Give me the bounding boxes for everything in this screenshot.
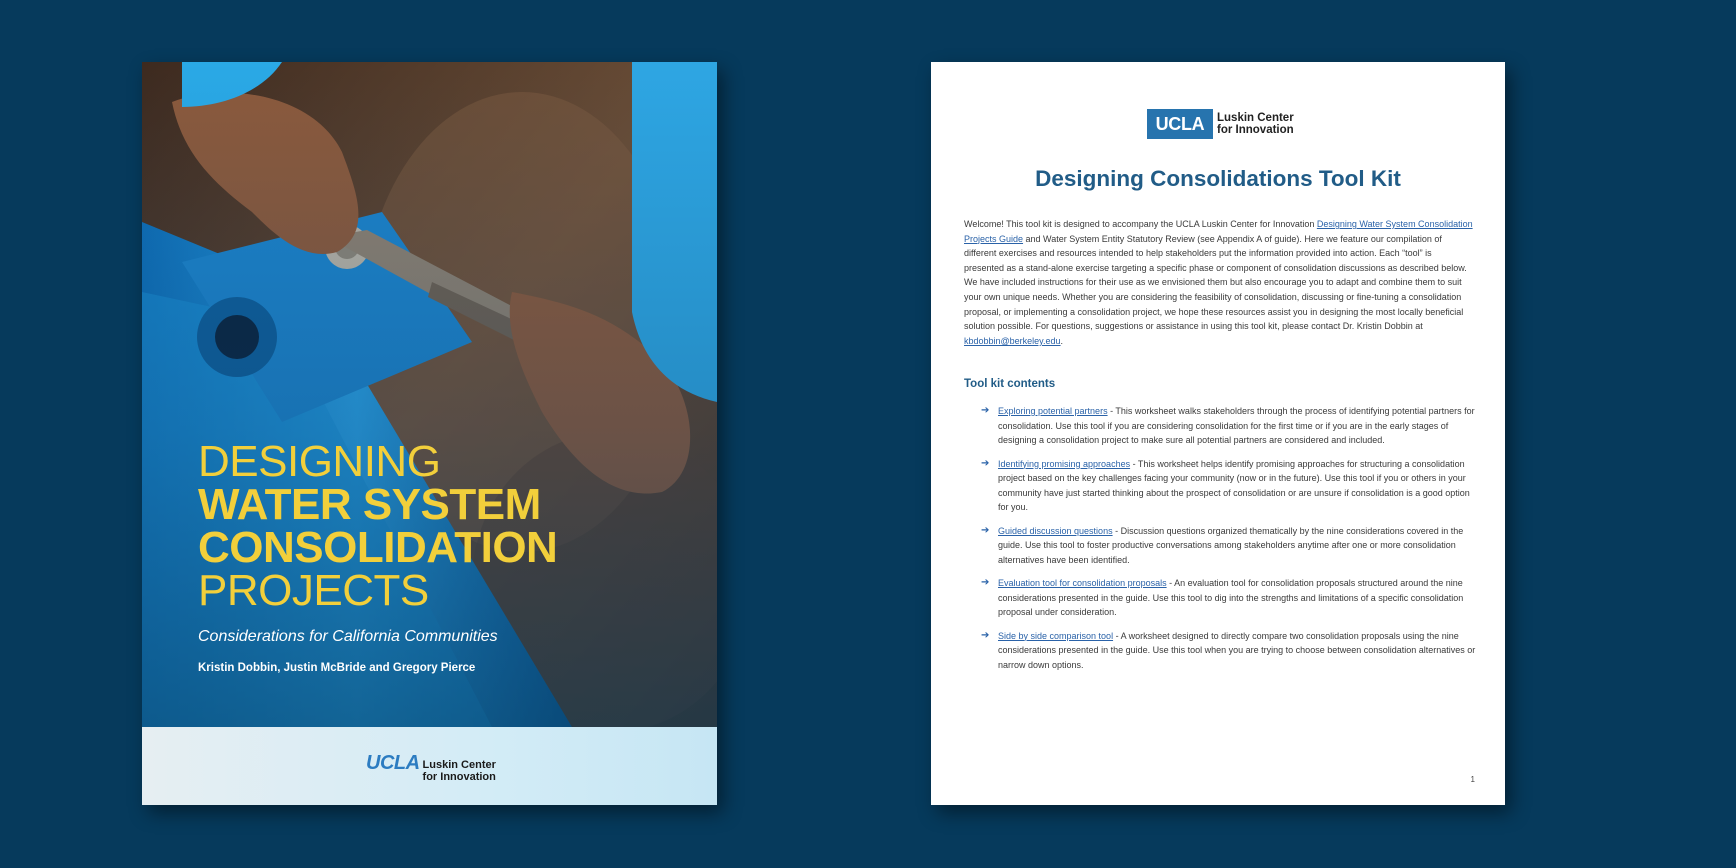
page-logo-ucla-box: UCLA [1147, 109, 1213, 139]
tool-item [981, 629, 1476, 673]
tool-link-evaluation-tool[interactable]: Evaluation tool for consolidation proposals [998, 578, 1167, 588]
page-number: 1 [1470, 775, 1475, 784]
cover-logo-center-text [423, 759, 496, 783]
intro-paragraph [964, 217, 1474, 348]
cover-title-line4: PROJECTS [198, 566, 429, 615]
tool-description: - This worksheet walks stakeholders through the process of identifying potential partners for consolidation. Use this tool if you are considering consolidation for the first time or if you are in the early stages of designing a consolidation project to make sure all potential partners are considered and included. [998, 406, 1475, 445]
arrow-right-icon: ➔ [981, 524, 990, 536]
tool-description: - An evaluation tool for consolidation proposals structured around the nine considerations presented in the guide. Use this tool to dig into the strengths and limitations of a specific consolidation proposal under consideration. [998, 578, 1464, 617]
intro-text-1: Welcome! This tool kit is designed to accompany the UCLA Luskin Center for Innovation [964, 219, 1317, 229]
arrow-right-icon: ➔ [981, 457, 990, 469]
guide-link[interactable]: Designing Water System Consolidation Projects Guide [964, 219, 1473, 244]
page-title: Designing Consolidations Tool Kit [1035, 166, 1401, 191]
tool-description: - This worksheet helps identify promising approaches for structuring a consolidation project based on the key challenges facing your community (now or in the future). Use this tool if you or others in your community have just started thinking about the prospect of consolidation or are unsure if consolidation is a good option for you. [998, 458, 1470, 512]
report-cover [142, 62, 717, 805]
page-logo-line1: Luskin Center [1217, 112, 1294, 124]
arrow-right-icon: ➔ [981, 577, 990, 588]
tool-link-identifying-approaches[interactable]: Identifying promising approaches [998, 458, 1131, 469]
cover-title-line3: CONSOLIDATION [198, 523, 558, 572]
contents-heading: Tool kit contents [964, 378, 1056, 390]
cover-logo-ucla-text: UCLA [366, 752, 420, 774]
tool-description: - A worksheet designed to directly compare two consolidation proposals using the nine considerations presented in the guide. Use this tool when you are trying to choose between consolidation alternatives or narrow down options. [998, 630, 1476, 670]
tool-link-comparison-tool[interactable]: Side by side comparison tool [998, 630, 1114, 641]
tool-link-discussion-questions[interactable]: Guided discussion questions [998, 525, 1113, 536]
tool-item [981, 457, 1476, 515]
tool-item [981, 576, 1476, 620]
cover-title-line2: WATER SYSTEM [198, 480, 541, 529]
page-ucla-logo [1147, 109, 1294, 139]
cover-ucla-logo [366, 752, 496, 783]
tool-item [981, 524, 1476, 568]
cover-authors: Kristin Dobbin, Justin McBride and Gregory Pierce [198, 662, 476, 674]
cover-logo-line1: Luskin Center [422, 759, 496, 771]
tool-list [981, 404, 1476, 681]
cover-subtitle: Considerations for California Communities [198, 628, 498, 645]
arrow-right-icon: ➔ [981, 405, 990, 416]
intro-text-2: and Water System Entity Statutory Review (see Appendix A of guide). Here we feature our compilation of different exercises and resources intended to help stakeholders put the information provided into action. Each “tool” is presented as a stand-alone exercise targeting a specific phase or component of consolidation discussions as described below. We have included instructions for their use as we envisioned them but also encourage you to adapt and combine them to suit your own unique needs. Whether you are considering the feasibility of consolidation, discussing or fine-tuning a consolidation proposal, or implementing a consolidation project, we hope these resources assist you in designing the most locally beneficial solution possible. For questions, suggestions or assistance in using this tool kit, please contact Dr. Kristin Dobbin at [964, 233, 1467, 332]
arrow-right-icon: ➔ [981, 629, 990, 641]
tool-link-exploring-partners[interactable]: Exploring potential partners [998, 406, 1108, 416]
email-link[interactable]: kbdobbin@berkeley.edu [964, 335, 1061, 346]
tool-description: - Discussion questions organized thematically by the nine considerations covered in the guide. Use this tool to foster productive conversations among stakeholders anytime after one or more consolidation alternatives have been identified. [998, 525, 1464, 565]
tool-item [981, 404, 1476, 448]
cover-logo-line2: for Innovation [422, 771, 496, 783]
cover-title [198, 437, 708, 615]
page-logo-line2: for Innovation [1217, 124, 1294, 136]
page-logo-center-text [1217, 112, 1294, 136]
intro-text-3: . [1060, 335, 1064, 346]
toolkit-page [931, 62, 1505, 805]
cover-title-line1: DESIGNING [198, 437, 441, 486]
